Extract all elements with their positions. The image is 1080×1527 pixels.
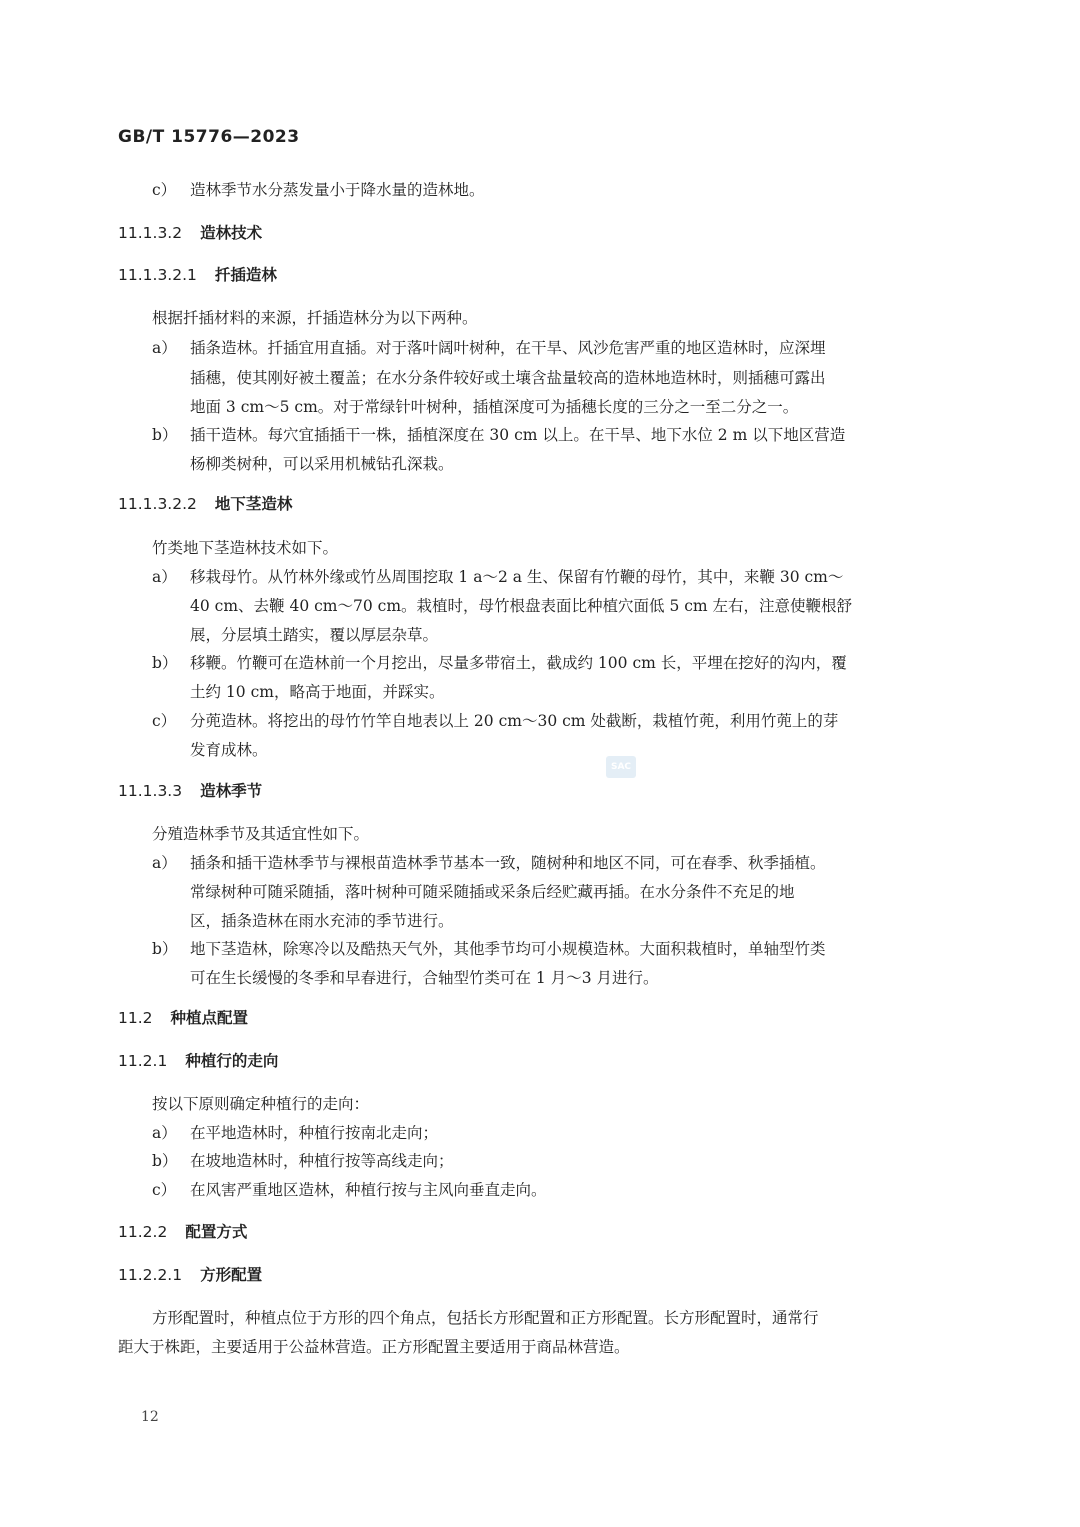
- list-item-line: 区，插条造林在雨水充沛的季节进行。: [190, 912, 454, 930]
- list-item-line: 发育成林。: [190, 741, 268, 759]
- section-heading: [118, 1051, 278, 1071]
- section-title: 地下茎造林: [214, 495, 293, 513]
- list-marker: c）: [152, 181, 177, 199]
- paragraph: 根据扦插材料的来源，扦插造林分为以下两种。: [152, 309, 478, 327]
- standard-number: GB/T 15776—2023: [118, 127, 300, 147]
- section-title: 种植点配置: [170, 1009, 249, 1027]
- list-marker: b）: [152, 940, 178, 958]
- list-marker: a）: [152, 1124, 177, 1142]
- section-title: 方形配置: [200, 1266, 263, 1284]
- paragraph: 按以下原则确定种植行的走向：: [152, 1095, 370, 1113]
- list-item-line: 插条和插干造林季节与裸根苗造林季节基本一致，随树种和地区不同，可在春季、秋季插植。: [190, 854, 826, 872]
- section-number: 11.2: [118, 1009, 153, 1027]
- list-marker: c）: [152, 712, 177, 730]
- list-item-line: 土约 10 cm，略高于地面，并踩实。: [190, 683, 445, 701]
- section-number: 11.1.3.3: [118, 782, 183, 800]
- section-number: 11.1.3.2.1: [118, 266, 197, 284]
- paragraph-line: 方形配置时，种植点位于方形的四个角点，包括长方形配置和正方形配置。长方形配置时，通常行: [152, 1309, 819, 1327]
- section-heading: [118, 1008, 248, 1028]
- list-item-line: 插条造林。扦插宜用直插。对于落叶阔叶树种，在干旱、风沙危害严重的地区造林时，应深埋: [190, 339, 826, 357]
- list-item-line: 展，分层填土踏实，覆以厚层杂草。: [190, 626, 439, 644]
- section-heading: [118, 223, 262, 243]
- list-item-line: 40 cm、去鞭 40 cm～70 cm。栽植时，母竹根盘表面比种植穴面低 5 cm 左右，注意使鞭根舒: [190, 597, 853, 615]
- page-number: 12: [141, 1409, 159, 1425]
- section-number: 11.2.2: [118, 1223, 168, 1241]
- list-marker: b）: [152, 1152, 178, 1170]
- section-heading: [118, 265, 277, 285]
- list-marker: a）: [152, 339, 177, 357]
- list-item-line: 杨柳类树种，可以采用机械钻孔深栽。: [190, 455, 454, 473]
- list-marker: a）: [152, 854, 177, 872]
- list-item-text: 在坡地造林时，种植行按等高线走向；: [190, 1152, 454, 1170]
- section-title: 配置方式: [185, 1223, 248, 1241]
- list-item-line: 地面 3 cm～5 cm。对于常绿针叶树种，插植深度可为插穗长度的三分之一至二分之一。: [190, 398, 799, 416]
- list-item-line: 移栽母竹。从竹林外缘或竹丛周围挖取 1 a～2 a 生、保留有竹鞭的母竹，其中，来鞭 30 cm～: [190, 568, 844, 586]
- section-heading: [118, 1222, 247, 1242]
- section-title: 造林季节: [200, 782, 263, 800]
- list-item-line: 常绿树种可随采随插，落叶树种可随采随插或采条后经贮藏再插。在水分条件不充足的地: [190, 883, 795, 901]
- section-number: 11.1.3.2.2: [118, 495, 197, 513]
- list-item-line: 地下茎造林，除寒冷以及酷热天气外，其他季节均可小规模造林。大面积栽植时，单轴型竹类: [190, 940, 826, 958]
- list-item-line: 可在生长缓慢的冬季和早春进行，合轴型竹类可在 1 月～3 月进行。: [190, 969, 659, 987]
- section-title: 扦插造林: [214, 266, 277, 284]
- list-item-text: 造林季节水分蒸发量小于降水量的造林地。: [190, 181, 485, 199]
- paragraph: 竹类地下茎造林技术如下。: [152, 539, 339, 557]
- list-item-line: 插穗，使其刚好被土覆盖；在水分条件较好或土壤含盐量较高的造林地造林时，则插穗可露出: [190, 369, 826, 387]
- list-marker: c）: [152, 1181, 177, 1199]
- paragraph-line: 距大于株距，主要适用于公益林营造。正方形配置主要适用于商品林营造。: [118, 1338, 630, 1356]
- list-item-text: 在平地造林时，种植行按南北走向；: [190, 1124, 439, 1142]
- section-heading: [118, 494, 292, 514]
- section-number: 11.2.2.1: [118, 1266, 183, 1284]
- list-marker: b）: [152, 654, 178, 672]
- section-number: 11.1.3.2: [118, 224, 183, 242]
- section-title: 种植行的走向: [185, 1052, 279, 1070]
- list-item-text: 在风害严重地区造林，种植行按与主风向垂直走向。: [190, 1181, 547, 1199]
- list-marker: b）: [152, 426, 178, 444]
- list-item-line: 分蔸造林。将挖出的母竹竹竿自地表以上 20 cm～30 cm 处截断，栽植竹蔸，利用竹蔸上的芽: [190, 712, 839, 730]
- section-number: 11.2.1: [118, 1052, 168, 1070]
- section-heading: [118, 781, 262, 801]
- section-title: 造林技术: [200, 224, 263, 242]
- watermark-logo: SAC: [606, 756, 636, 778]
- list-item-line: 移鞭。竹鞭可在造林前一个月挖出，尽量多带宿土，截成约 100 cm 长，平埋在挖好的沟内，覆: [190, 654, 847, 672]
- section-heading: [118, 1265, 262, 1285]
- list-item-line: 插干造林。每穴宜插插干一株，插植深度在 30 cm 以上。在干旱、地下水位 2 m 以下地区营造: [190, 426, 846, 444]
- paragraph: 分殖造林季节及其适宜性如下。: [152, 825, 370, 843]
- list-marker: a）: [152, 568, 177, 586]
